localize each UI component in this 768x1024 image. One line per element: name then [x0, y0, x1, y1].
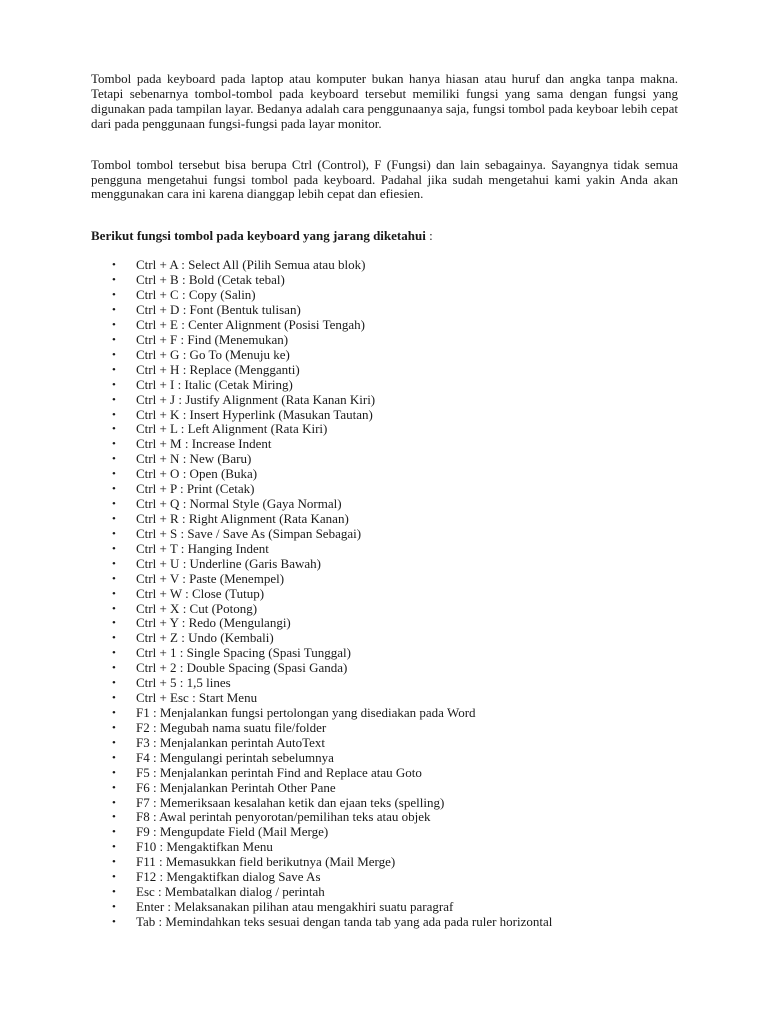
list-item [91, 855, 678, 870]
list-item-text: F6 : Menjalankan Perintah Other Pane [136, 779, 336, 795]
bullet-icon: • [112, 393, 116, 406]
list-item [91, 557, 678, 572]
list-item [91, 363, 678, 378]
bullet-icon: • [112, 617, 116, 630]
bullet-icon: • [112, 513, 116, 526]
list-item-text: Ctrl + M : Increase Indent [136, 436, 272, 452]
bullet-icon: • [112, 811, 116, 824]
section-heading-text: Berikut fungsi tombol pada keyboard yang jarang diketahui [91, 228, 426, 244]
bullet-icon: • [112, 423, 116, 436]
bullet-icon: • [112, 363, 116, 376]
list-item-text: Ctrl + C : Copy (Salin) [136, 287, 256, 303]
bullet-icon: • [112, 871, 116, 884]
list-item [91, 751, 678, 766]
bullet-icon: • [112, 781, 116, 794]
list-item [91, 781, 678, 796]
section-heading [91, 228, 678, 243]
list-item [91, 915, 678, 930]
list-item [91, 885, 678, 900]
list-item-text: Ctrl + P : Print (Cetak) [136, 481, 255, 497]
list-item [91, 825, 678, 840]
list-item [91, 810, 678, 825]
list-item-text: Ctrl + V : Paste (Menempel) [136, 570, 285, 586]
list-item-text: Ctrl + Z : Undo (Kembali) [136, 630, 274, 646]
list-item-text: F5 : Menjalankan perintah Find and Replace atau Goto [136, 764, 422, 780]
list-item [91, 318, 678, 333]
list-item-text: Ctrl + 2 : Double Spacing (Spasi Ganda) [136, 660, 348, 676]
bullet-icon: • [112, 751, 116, 764]
list-item-text: Ctrl + E : Center Alignment (Posisi Tengah) [136, 317, 365, 333]
list-item [91, 467, 678, 482]
list-item [91, 661, 678, 676]
list-item [91, 482, 678, 497]
bullet-icon: • [112, 677, 116, 690]
list-item-text: Tab : Memindahkan teks sesuai dengan tanda tab yang ada pada ruler horizontal [136, 913, 553, 929]
list-item-text: Esc : Membatalkan dialog / perintah [136, 884, 325, 900]
list-item [91, 840, 678, 855]
list-item-text: Ctrl + N : New (Baru) [136, 451, 252, 467]
intro-paragraph-2: Tombol tombol tersebut bisa berupa Ctrl (Control), F (Fungsi) dan lain sebagainya. Sayangnya tidak semua pengguna mengetahui fungsi tombol pada keyboard. Padahal jika sudah mengetahui kami yakin Anda akan menggunakan cara ini karena dianggap lebih cepat dan efiesien. [91, 156, 678, 202]
list-item-text: Ctrl + Esc : Start Menu [136, 690, 258, 706]
list-item-text: F8 : Awal perintah penyorotan/pemilihan teks atau objek [136, 809, 431, 825]
list-item-text: Ctrl + X : Cut (Potong) [136, 600, 258, 616]
bullet-icon: • [112, 632, 116, 645]
bullet-icon: • [112, 900, 116, 913]
bullet-icon: • [112, 378, 116, 391]
list-item [91, 870, 678, 885]
list-item-text: Ctrl + T : Hanging Indent [136, 540, 269, 556]
bullet-icon: • [112, 796, 116, 809]
bullet-icon: • [112, 587, 116, 600]
list-item [91, 527, 678, 542]
list-item [91, 303, 678, 318]
list-item [91, 512, 678, 527]
list-item-text: F1 : Menjalankan fungsi pertolongan yang disediakan pada Word [136, 705, 476, 720]
list-item [91, 452, 678, 467]
list-item-text: F7 : Memeriksaan kesalahan ketik dan ejaan teks (spelling) [136, 794, 445, 810]
list-item [91, 736, 678, 751]
list-item [91, 497, 678, 512]
bullet-icon: • [112, 647, 116, 660]
bullet-icon: • [112, 408, 116, 421]
bullet-icon: • [112, 915, 116, 928]
list-item [91, 721, 678, 736]
list-item [91, 408, 678, 423]
bullet-icon: • [112, 886, 116, 899]
list-item-text: Ctrl + Y : Redo (Mengulangi) [136, 615, 291, 631]
bullet-icon: • [112, 438, 116, 451]
list-item [91, 796, 678, 811]
list-item [91, 288, 678, 303]
bullet-icon: • [112, 572, 116, 585]
list-item-text: Ctrl + A : Select All (Pilih Semua atau blok) [136, 257, 366, 273]
list-item-text: F3 : Menjalankan perintah AutoText [136, 734, 325, 750]
list-item [91, 676, 678, 691]
list-item [91, 691, 678, 706]
list-item [91, 258, 678, 273]
list-item [91, 646, 678, 661]
bullet-icon: • [112, 348, 116, 361]
intro-paragraph-1: Tombol pada keyboard pada laptop atau komputer bukan hanya hiasan atau huruf dan angka tanpa makna. Tetapi sebenarnya tombol-tombol pada keyboard tersebut memiliki fungsi yang sama dengan fungsi yang digunakan pada tampilan layar. Bedanya adalah cara penggunaanya saja, fungsi tombol pada keyboar lebih cepat dari pada penggunaan fungsi-fungsi pada layar monitor. [91, 71, 678, 131]
list-item [91, 437, 678, 452]
list-item-text: Ctrl + W : Close (Tutup) [136, 585, 265, 601]
list-item [91, 273, 678, 288]
list-item-text: F12 : Mengaktifkan dialog Save As [136, 869, 321, 885]
bullet-icon: • [112, 721, 116, 734]
bullet-icon: • [112, 542, 116, 555]
bullet-icon: • [112, 453, 116, 466]
list-item-text: F9 : Mengupdate Field (Mail Merge) [136, 824, 329, 840]
list-item-text: Ctrl + U : Underline (Garis Bawah) [136, 555, 321, 571]
list-item [91, 900, 678, 915]
bullet-icon: • [112, 319, 116, 332]
bullet-icon: • [112, 274, 116, 287]
list-item-text: Ctrl + G : Go To (Menuju ke) [136, 346, 290, 362]
list-item-text: Ctrl + F : Find (Menemukan) [136, 331, 289, 347]
list-item-text: F10 : Mengaktifkan Menu [136, 839, 273, 855]
list-item [91, 706, 678, 721]
list-item [91, 393, 678, 408]
list-item-text: F11 : Memasukkan field berikutnya (Mail Merge) [136, 854, 396, 870]
bullet-icon: • [112, 841, 116, 854]
list-item [91, 542, 678, 557]
bullet-icon: • [112, 707, 116, 719]
list-item [91, 587, 678, 602]
list-item-text: Ctrl + H : Replace (Mengganti) [136, 361, 300, 377]
list-item [91, 378, 678, 393]
list-item-text: Enter : Melaksanakan pilihan atau mengakhiri suatu paragraf [136, 898, 454, 914]
list-item [91, 333, 678, 348]
list-item-text: Ctrl + O : Open (Buka) [136, 466, 258, 482]
list-item [91, 766, 678, 781]
list-item-text: Ctrl + Q : Normal Style (Gaya Normal) [136, 496, 342, 512]
list-item-text: F2 : Megubah nama suatu file/folder [136, 719, 327, 735]
list-item-text: Ctrl + I : Italic (Cetak Miring) [136, 376, 293, 392]
list-item [91, 616, 678, 631]
bullet-icon: • [112, 602, 116, 615]
list-item-text: Ctrl + L : Left Alignment (Rata Kiri) [136, 421, 328, 437]
bullet-icon: • [112, 483, 116, 496]
bullet-icon: • [112, 692, 116, 705]
shortcut-list [91, 258, 678, 929]
list-item-text: Ctrl + R : Right Alignment (Rata Kanan) [136, 511, 349, 527]
list-item-text: Ctrl + D : Font (Bentuk tulisan) [136, 302, 301, 318]
list-item [91, 572, 678, 587]
bullet-icon: • [112, 333, 116, 346]
bullet-icon: • [112, 289, 116, 302]
bullet-icon: • [112, 557, 116, 570]
list-item [91, 631, 678, 646]
list-item-text: F4 : Mengulangi perintah sebelumnya [136, 749, 334, 765]
list-item-text: Ctrl + 5 : 1,5 lines [136, 675, 231, 691]
section-heading-colon: : [425, 228, 433, 244]
bullet-icon: • [112, 498, 116, 511]
list-item [91, 602, 678, 617]
list-item-text: Ctrl + S : Save / Save As (Simpan Sebagai) [136, 525, 362, 541]
list-item [91, 348, 678, 363]
bullet-icon: • [112, 766, 116, 779]
bullet-icon: • [112, 259, 116, 272]
bullet-icon: • [112, 662, 116, 675]
list-item-text: Ctrl + B : Bold (Cetak tebal) [136, 272, 285, 288]
bullet-icon: • [112, 527, 116, 540]
bullet-icon: • [112, 736, 116, 749]
list-item-text: Ctrl + K : Insert Hyperlink (Masukan Tautan) [136, 406, 373, 422]
bullet-icon: • [112, 304, 116, 317]
list-item-text: Ctrl + J : Justify Alignment (Rata Kanan Kiri) [136, 391, 376, 407]
document-page [91, 72, 678, 930]
list-item [91, 422, 678, 437]
bullet-icon: • [112, 468, 116, 481]
bullet-icon: • [112, 826, 116, 839]
list-item-text: Ctrl + 1 : Single Spacing (Spasi Tunggal) [136, 645, 351, 661]
bullet-icon: • [112, 856, 116, 869]
